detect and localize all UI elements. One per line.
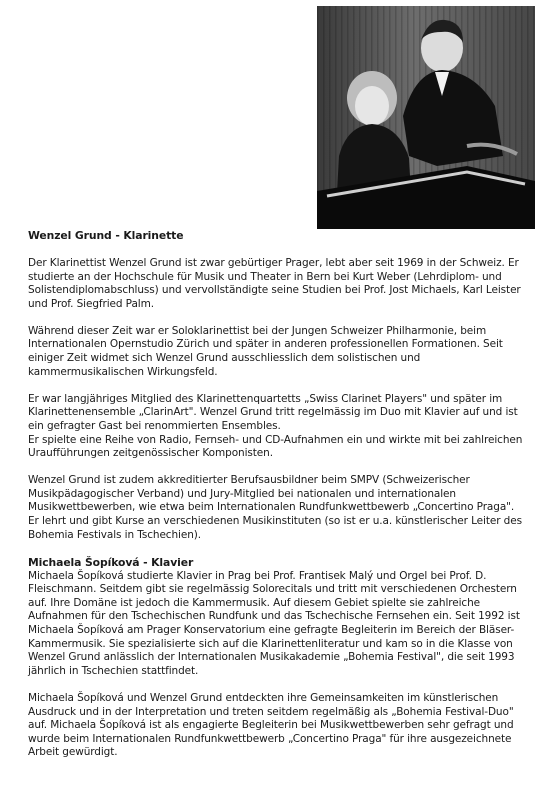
paragraph: Michaela Šopíková studierte Klavier in Prag bei Prof. Frantisek Malý und Orgel bei Prof. D. Fleischmann. Seitdem gibt sie regelmässig Solorecitals und tritt mit verschiedenen Orchestern auf. Ihre Domäne ist jedoch die Kammermusik. Auf diesem Gebiet spielte sie zahlreiche Aufnahmen für den Tschechischen Rundfunk und das Tschechische Fernsehen ein. Seit 1992 ist Michaela Šopíková am Prager Konservatorium eine gefragte Begleiterin im Bereich der Bläser-Kammermusik. Sie spezialisierte sich auf die Klarinettenliteratur und kam so in die Klasse von Wenzel Grund anlässlich der Internationalen Musikakademie „Bohemia Festival", die seit 1993 jährlich in Tschechien stattfindet. <box>28 569 520 677</box>
heading-wenzel-grund: Wenzel Grund - Klarinette <box>28 229 184 242</box>
paragraph: Wenzel Grund ist zudem akkreditierter Berufsausbildner beim SMPV (Schweizerischer Musikpädagogischer Verband) und Jury-Mitglied bei nationalen und internationalen Musikwettbewerben, wie etwa beim Internationalen Rundfunkwettbewerb „Concertino Praga". Er lehrt und gibt Kurse an verschiedenen Musikinstituten (so ist er u.a. künstlerischer Leiter des Bohemia Festivals in Tschechien). <box>28 474 522 541</box>
paragraph: Während dieser Zeit war er Soloklarinettist bei der Jungen Schweizer Philharmonie, beim Internationalen Opernstudio Zürich und später in anderen professionellen Formationen. Seit einiger Zeit widmet sich Wenzel Grund ausschliesslich dem solistischen und kammermusikalischen Wirkungsfeld. <box>28 324 503 378</box>
heading-michaela-sopikova: Michaela Šopíková - Klavier <box>28 555 194 569</box>
paragraph: Er war langjähriges Mitglied des Klarinettenquartetts „Swiss Clarinet Players" und später im Klarinettenensemble „ClarinArt". Wenzel Grund tritt regelmässig im Duo mit Klavier auf und ist ein gefragter Gast bei renommierten Ensembles. Er spielte eine Reihe von Radio, Fernseh- und CD-Aufnahmen ein und wirkte mit bei zahlreichen Uraufführungen zeitgenössischer Komponisten. <box>28 392 523 460</box>
duo-photo-image <box>317 6 535 229</box>
duo-photo <box>317 6 535 229</box>
paragraph: Der Klarinettist Wenzel Grund ist zwar gebürtiger Prager, lebt aber seit 1969 in der Schweiz. Er studierte an der Hochschule für Musik und Theater in Bern bei Kurt Weber (Lehrdiplom- und Solistendiplomabschluss) und vervollständigte seine Studien bei Prof. Jost Michaels, Karl Leister und Prof. Siegfried Palm. <box>28 257 521 310</box>
biography-text <box>28 229 528 760</box>
paragraph: Michaela Šopíková und Wenzel Grund entdeckten ihre Gemeinsamkeiten im künstlerischen Ausdruck und in der Interpretation und treten seitdem regelmäßig als „Bohemia Festival-Duo" auf. Michaela Šopíková ist als engagierte Begleiterin bei Musikwettbewerben sehr gefragt und wurde beim Internationalen Rundfunkwettbewerb „Concertino Praga" für ihre ausgezeichnete Arbeit gewürdigt. <box>28 691 514 759</box>
